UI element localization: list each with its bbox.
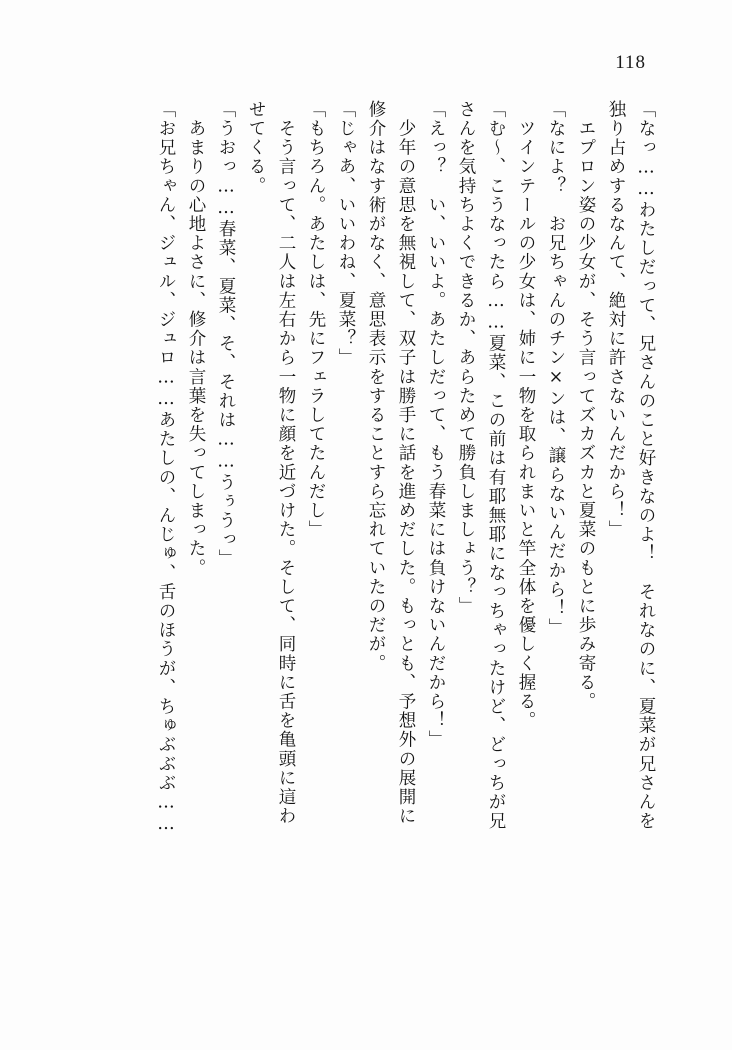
- text-column: 独り占めするなんて、絶対に許さないんだから！」: [606, 100, 626, 540]
- vertical-text-block: [86, 100, 654, 950]
- text-column: 「お兄ちゃん、ジュル、ジュロ……あたしの、んじゅ、舌のほうが、ちゅぶぶぶ……: [156, 100, 176, 836]
- text-column: エプロン姿の少女が、そう言ってズカズカと夏菜のもとに歩み寄る。: [576, 100, 596, 712]
- text-column: 「もちろん。あたしは、先にフェラしてたんだし」: [306, 100, 326, 540]
- text-column: そう言って、二人は左右から一物に顔を近づけた。そして、同時に舌を亀頭に這わ: [276, 100, 296, 826]
- text-column: 「なっ……わたしだって、兄さんのこと好きなのよ！ それなのに、夏菜が兄さんを: [636, 100, 656, 831]
- text-column: せてくる。: [246, 100, 266, 196]
- text-column: 修介はなす術がなく、意思表示をすることすら忘れていたのだが。: [366, 100, 386, 673]
- text-column: 少年の意思を無視して、双子は勝手に話を進めだした。もっとも、予想外の展開に: [396, 100, 416, 826]
- text-column: ツインテールの少女は、姉に一物を取られまいと竿全体を優しく握る。: [516, 100, 536, 731]
- text-column: さんを気持ちよくできるか、あらためて勝負しましょう？」: [456, 100, 476, 616]
- page-number: 118: [615, 52, 646, 73]
- text-column: あまりの心地よさに、修介は言葉を失ってしまった。: [186, 100, 206, 578]
- text-column: 「うおっ……春菜、夏菜、そ、それは……うぅうっ」: [216, 100, 236, 569]
- text-column: 「じゃあ、いいわね、夏菜？」: [336, 100, 356, 368]
- text-column: 「む〜、こうなったら……夏菜、この前は有耶無耶になっちゃったけど、どっちが兄: [486, 100, 506, 831]
- text-column: 「なによ？ お兄ちゃんのチン×ンは、譲らないんだから！」: [546, 100, 566, 638]
- text-column: 「えっ？ い、いいよ。あたしだって、もう春菜には負けないんだから！」: [426, 100, 446, 750]
